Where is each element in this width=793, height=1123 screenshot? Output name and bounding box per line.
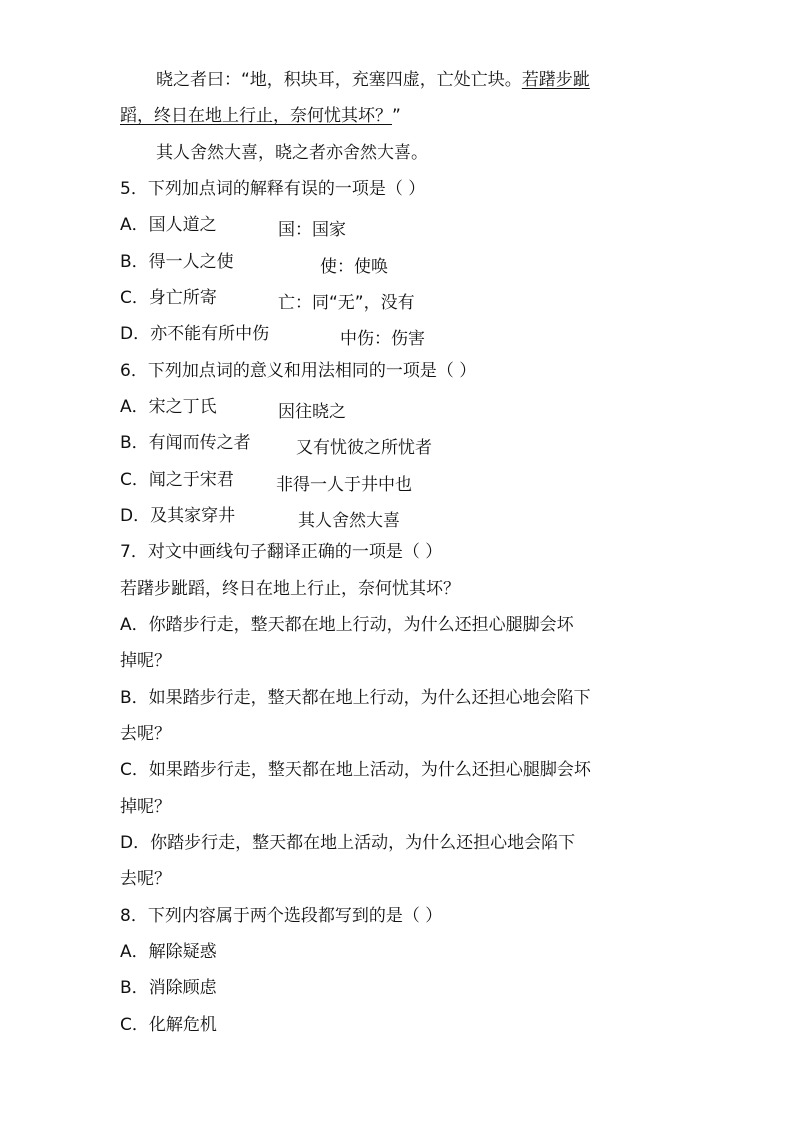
option-text: 得一人之使 [148,252,234,272]
option-gloss: 使：使唤 [320,257,388,277]
option-row [120,1015,217,1035]
option-row [120,433,251,453]
option-text: 及其家穿井 [150,506,236,526]
option-row [120,615,574,635]
option-row [120,470,234,490]
question-stem: 5．下列加点词的解释有误的一项是（ ） [120,179,426,199]
question-stem: 7．对文中画线句子翻译正确的一项是（ ） [120,542,443,562]
passage-line-3: 其人舍然大喜，晓之者亦舍然大喜。 [156,143,428,163]
underlined-sentence: 蹈，终日在地上行止，奈何忧其坏？ [120,106,392,126]
option-text: 解除疑惑 [148,942,217,962]
option-compare-text: 其人舍然大喜 [298,511,400,531]
passage-line-2 [120,106,401,126]
underlined-sentence: 若躇步跐 [521,70,590,90]
option-row [120,506,235,526]
option-label: B． [120,978,149,998]
option-row [120,288,217,308]
option-continuation: 掉呢？ [120,651,171,671]
option-row [120,252,234,272]
option-compare-text: 因往晓之 [278,402,346,422]
question-stem: 6．下列加点词的意义和用法相同的一项是（ ） [120,361,477,381]
option-text: 身亡所寄 [148,288,217,308]
option-text: 如果踏步行走，整天都在地上活动，为什么还担心腿脚会坏 [148,760,591,780]
option-text: 消除顾虑 [148,978,217,998]
passage-text: ” [392,106,401,126]
option-text: 你踏步行走，整天都在地上活动，为什么还担心地会陷下 [150,833,576,853]
option-row [120,688,591,708]
option-label: C． [120,760,149,780]
option-label: D． [120,833,151,853]
option-label: C． [120,1015,149,1035]
option-label: B． [120,688,149,708]
option-gloss: 中伤：伤害 [340,329,425,349]
option-gloss: 亡：同“无”，没有 [278,293,415,313]
passage-text: 晓之者曰：“地，积块耳，充塞四虚，亡处亡块。 [156,70,522,90]
option-label: C． [120,288,149,308]
option-text: 如果踏步行走，整天都在地上行动，为什么还担心地会陷下 [148,688,591,708]
passage-line-1 [156,70,590,90]
option-compare-text: 非得一人于井中也 [276,475,412,495]
option-gloss: 国：国家 [278,220,346,240]
option-text: 宋之丁氏 [148,397,217,417]
option-label: D． [120,324,151,344]
option-text: 化解危机 [148,1015,217,1035]
option-compare-text: 又有忧彼之所忧者 [296,438,432,458]
option-text: 你踏步行走，整天都在地上行动，为什么还担心腿脚会坏 [148,615,574,635]
option-label: B． [120,252,149,272]
option-continuation: 去呢？ [120,724,171,744]
option-label: A． [120,397,149,417]
option-label: A． [120,615,149,635]
option-row [120,397,217,417]
option-label: A． [120,215,149,235]
option-row [120,324,269,344]
option-text: 国人道之 [148,215,217,235]
option-label: C． [120,470,149,490]
quoted-sentence: 若躇步跐蹈，终日在地上行止，奈何忧其坏？ [120,579,460,599]
option-label: A． [120,942,149,962]
option-row [120,215,217,235]
question-stem: 8．下列内容属于两个选段都写到的是（ ） [120,906,443,926]
option-label: B． [120,433,149,453]
option-row [120,833,575,853]
option-row [120,942,217,962]
option-label: D． [120,506,151,526]
option-text: 亦不能有所中伤 [150,324,270,344]
option-text: 有闻而传之者 [148,433,251,453]
option-continuation: 掉呢？ [120,797,171,817]
option-continuation: 去呢？ [120,869,171,889]
option-text: 闻之于宋君 [148,470,234,490]
option-row [120,978,217,998]
option-row [120,760,591,780]
